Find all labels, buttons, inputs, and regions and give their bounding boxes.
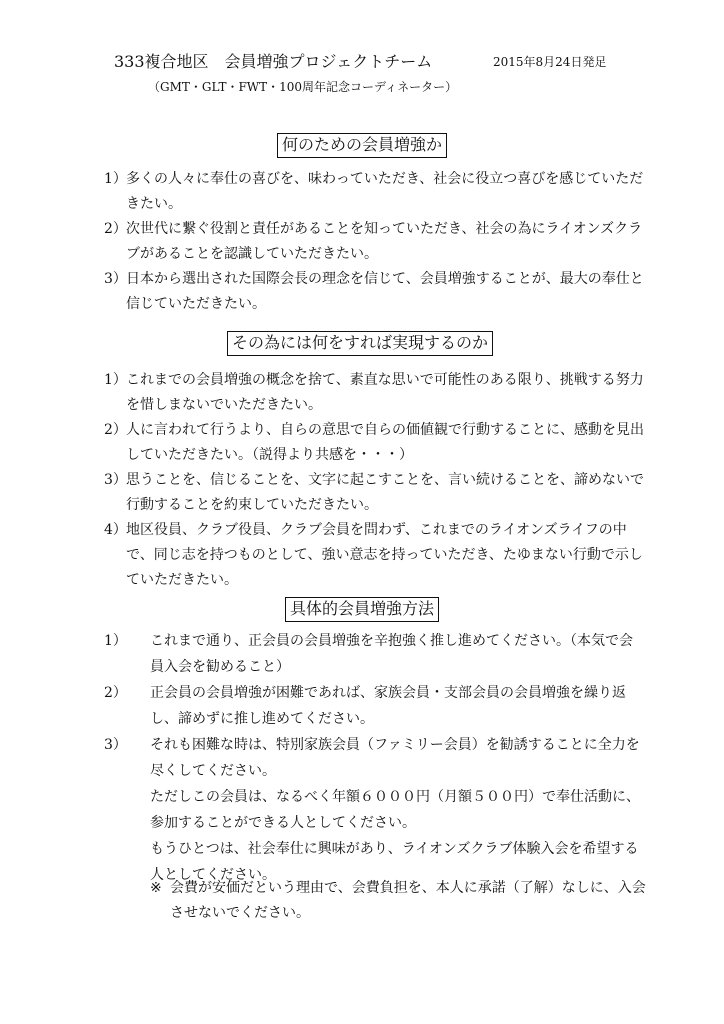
item-text: 地区役員、クラブ役員、クラブ会員を問わず、これまでのライオンズライフの中で、同じ志を持つものとして、強い意志を持っていただき、たゆまない行動で示していただきたい。	[126, 522, 643, 588]
item-number: 1）	[104, 171, 127, 187]
item-extra-text: もうひとつは、社会奉仕に興味があり、ライオンズクラブ体験入会を希望する人としてください。	[150, 841, 639, 883]
list-item	[104, 267, 644, 317]
list-item	[104, 628, 644, 680]
document-title: 333複合地区 会員増強プロジェクトチーム	[114, 52, 433, 71]
section2-list	[104, 368, 644, 593]
list-item	[104, 217, 644, 267]
list-item	[104, 518, 644, 593]
section3-heading: 具体的会員増強方法	[285, 597, 439, 622]
list-item	[104, 732, 644, 888]
list-item	[104, 680, 644, 732]
footnote	[150, 876, 650, 926]
list-item	[104, 418, 644, 468]
item-number: 4）	[104, 522, 127, 538]
list-item	[104, 167, 644, 217]
item-text: 思うことを、信じることを、文字に起こすことを、言い続けることを、諦めないで行動することを約束していただきたい。	[126, 472, 644, 513]
list-item	[104, 368, 644, 418]
item-number: 2）	[104, 221, 127, 237]
note-mark: ※	[150, 880, 162, 896]
section2-heading: その為には何をすれば実現するのか	[227, 331, 493, 356]
item-text: 日本から選出された国際会長の理念を信じて、会員増強することが、最大の奉仕と信じていただきたい。	[126, 271, 644, 312]
item-number: 1）	[104, 633, 127, 649]
item-number: 3）	[104, 271, 127, 287]
item-text: 次世代に繋ぐ役割と責任があることを知っていただき、社会の為にライオンズクラブがあることを認識していただきたい。	[126, 221, 643, 262]
document-subtitle: （GMT・GLT・FWT・100周年記念コーディネーター）	[148, 80, 458, 94]
founding-date: 2015年8月24日発足	[493, 55, 607, 69]
item-number: 3）	[104, 472, 127, 488]
item-text: それも困難な時は、特別家族会員（ファミリー会員）を勧誘することに全力を尽くしてください。	[150, 737, 640, 779]
item-text: これまでの会員増強の概念を捨て、素直な思いで可能性のある限り、挑戦する努力を惜しまないでいただきたい。	[126, 372, 644, 413]
section3-list	[104, 628, 644, 888]
item-extra-text: ただしこの会員は、なるべく年額６０００円（月額５００円）で奉仕活動に、参加することができる人としてください。	[150, 789, 640, 831]
section1-heading: 何のための会員増強か	[277, 133, 447, 158]
item-number: 2）	[104, 685, 127, 701]
item-number: 3）	[104, 737, 127, 753]
item-text: これまで通り、正会員の会員増強を辛抱強く推し進めてください。（本気で会員入会を勧めること）	[150, 633, 633, 675]
section1-list	[104, 167, 644, 317]
item-number: 2）	[104, 422, 127, 438]
item-text: 多くの人々に奉仕の喜びを、味わっていただき、社会に役立つ喜びを感じていただきたい。	[126, 171, 644, 212]
note-text: 会費が安価だという理由で、会費負担を、本人に承諾（了解）なしに、入会させないでください。	[170, 880, 646, 921]
item-text: 正会員の会員増強が困難であれば、家族会員・支部会員の会員増強を繰り返し、諦めずに推し進めてください。	[150, 685, 626, 727]
list-item	[104, 468, 644, 518]
item-number: 1）	[104, 372, 127, 388]
item-text: 人に言われて行うより、自らの意思で自らの価値観で行動することに、感動を見出していただきたい。（説得より共感を・・・）	[126, 422, 644, 463]
